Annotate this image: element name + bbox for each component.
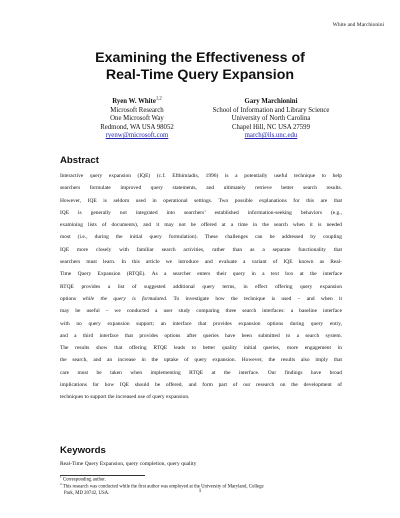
abstract-line: searchers formulate improved query statements, and ultimately retrieve better search results.: [60, 185, 342, 192]
abstract-line: examining lists of documents), and it may not be offered at a time in the search when it is needed: [60, 222, 342, 229]
abstract-line: Time Query Expansion (RTQE). As a searcher enters their query in a text box at the interface: [60, 271, 342, 278]
keywords-heading: Keywords: [60, 445, 106, 456]
abstract-line: the search, and an increase in the uptake of query expansion. However, the results also imply that: [60, 357, 342, 364]
author-2-name: Gary Marchionini: [244, 98, 298, 105]
footnote-1-text: Corresponding author.: [61, 477, 106, 483]
footnote-1: [60, 477, 350, 484]
abstract-line: IQE is generally not integrated into searchers’ established information-seeking behaviors (e.g.,: [60, 209, 342, 216]
abstract-line: may be useful – we conducted a user study comparing three search interfaces: a baseline interface: [60, 308, 342, 315]
abstract-line: However, IQE is seldom used in operational settings. Two possible explanations for this are that: [60, 197, 342, 204]
author-1-email-link[interactable]: ryenw@microsoft.com: [105, 132, 169, 140]
author-1: [78, 98, 196, 141]
running-head: White and Marchionini: [332, 22, 384, 28]
footnote-2-text: This research was conducted while the first author was employed at the University of Maryland, College: [61, 484, 264, 490]
abstract-line: techniques to support the increased use of query expansion.: [60, 394, 190, 401]
abstract-line: RTQE provides a list of suggested additional query terms, in effect offering query expansion: [60, 283, 342, 290]
author-1-address-street: One Microsoft Way: [110, 115, 164, 123]
author-1-affiliation: Microsoft Research: [110, 106, 164, 114]
abstract-line: IQE more closely with familiar search activities, rather than as a separate functionality that: [60, 246, 342, 253]
abstract-line: implications for how IQE should be offered, and form part of our research on the development of: [60, 382, 342, 389]
author-2-email-link[interactable]: march@ils.unc.edu: [244, 132, 298, 140]
author-2-address-city: Chapel Hill, NC USA 27599: [232, 123, 310, 131]
title-line-2: Real-Time Query Expansion: [105, 67, 295, 83]
author-2: [196, 98, 346, 141]
abstract-heading: Abstract: [60, 155, 99, 166]
author-1-address-city: Redmond, WA USA 98052: [100, 123, 174, 131]
footnote-2-continued: Park, MD 20742, USA.: [64, 490, 110, 496]
page-number: 1: [198, 488, 202, 494]
abstract-line-suffix: To investigate how the technique is used – and when it: [167, 295, 343, 302]
footnote-divider: [60, 475, 145, 476]
abstract-line-prefix: options: [60, 295, 83, 302]
abstract-body: [60, 170, 342, 404]
author-2-affiliation: School of Information and Library Science: [212, 106, 330, 114]
abstract-line: [60, 293, 342, 305]
abstract-italic-phrase: while the query is formulated.: [82, 295, 168, 302]
footnote-2-mark: 2: [60, 481, 62, 486]
author-2-institution: University of North Carolina: [231, 115, 311, 123]
abstract-line: searchers must learn. In this article we introduce and evaluate a variant of IQE known as Real-: [60, 259, 342, 266]
abstract-line: The results show that offering RTQE leads to better quality initial queries, more engagement in: [60, 345, 342, 352]
abstract-line: care must be taken when implementing RTQE at the interface. Our findings have broad: [60, 369, 342, 376]
keywords-text: Real-Time Query Expansion, query completion, query quality: [60, 461, 197, 467]
abstract-line: and a third interface that provides options after queries have been submitted to a search system.: [60, 332, 342, 339]
title-line-1: Examining the Effectiveness of: [95, 50, 305, 66]
abstract-line: Interactive query expansion (IQE) (c.f. Efthimiadis, 1996) is a potentially useful technique to help: [60, 173, 342, 179]
abstract-line: with no query expansion support; an interface that provides expansion options during query entry,: [60, 320, 342, 327]
footnote-1-mark: 1: [60, 475, 62, 479]
author-1-name: Ryen W. White: [112, 98, 156, 105]
abstract-line: most (i.e., during the initial query formulation). These challenges can be addressed by coupling: [60, 234, 342, 241]
paper-title: [0, 50, 400, 84]
author-1-superscript: 1,2: [155, 96, 162, 102]
